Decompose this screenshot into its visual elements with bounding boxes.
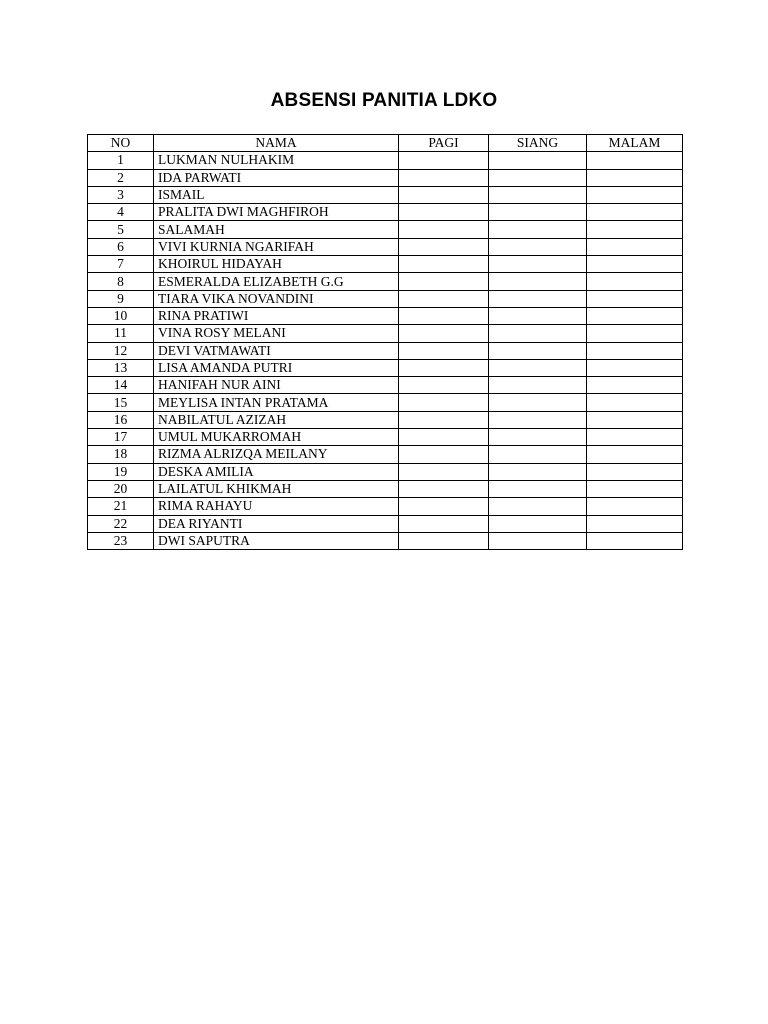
cell-no: 1 xyxy=(88,152,154,169)
cell-pagi xyxy=(399,394,489,411)
cell-malam xyxy=(587,204,683,221)
cell-siang xyxy=(489,515,587,532)
table-row xyxy=(88,377,683,394)
cell-no: 17 xyxy=(88,429,154,446)
cell-nama: DEA RIYANTI xyxy=(154,515,399,532)
header-nama: NAMA xyxy=(154,135,399,152)
cell-siang xyxy=(489,238,587,255)
cell-malam xyxy=(587,307,683,324)
table-row xyxy=(88,290,683,307)
cell-nama: VIVI KURNIA NGARIFAH xyxy=(154,238,399,255)
cell-malam xyxy=(587,238,683,255)
cell-nama: PRALITA DWI MAGHFIROH xyxy=(154,204,399,221)
table-header-row xyxy=(88,135,683,152)
cell-pagi xyxy=(399,411,489,428)
cell-malam xyxy=(587,429,683,446)
cell-malam xyxy=(587,186,683,203)
cell-no: 3 xyxy=(88,186,154,203)
cell-pagi xyxy=(399,204,489,221)
cell-no: 14 xyxy=(88,377,154,394)
cell-nama: ESMERALDA ELIZABETH G.G xyxy=(154,273,399,290)
cell-siang xyxy=(489,429,587,446)
cell-no: 16 xyxy=(88,411,154,428)
table-body xyxy=(88,152,683,550)
table-row xyxy=(88,186,683,203)
table-row xyxy=(88,307,683,324)
cell-no: 20 xyxy=(88,480,154,497)
cell-nama: LAILATUL KHIKMAH xyxy=(154,480,399,497)
cell-nama: ISMAIL xyxy=(154,186,399,203)
cell-siang xyxy=(489,498,587,515)
cell-nama: RINA PRATIWI xyxy=(154,307,399,324)
cell-pagi xyxy=(399,221,489,238)
cell-siang xyxy=(489,359,587,376)
cell-nama: RIMA RAHAYU xyxy=(154,498,399,515)
cell-nama: MEYLISA INTAN PRATAMA xyxy=(154,394,399,411)
table-row xyxy=(88,169,683,186)
cell-nama: UMUL MUKARROMAH xyxy=(154,429,399,446)
cell-no: 12 xyxy=(88,342,154,359)
cell-malam xyxy=(587,325,683,342)
header-no: NO xyxy=(88,135,154,152)
table-row xyxy=(88,273,683,290)
cell-malam xyxy=(587,342,683,359)
cell-siang xyxy=(489,273,587,290)
cell-nama: VINA ROSY MELANI xyxy=(154,325,399,342)
cell-no: 18 xyxy=(88,446,154,463)
cell-malam xyxy=(587,256,683,273)
cell-nama: LUKMAN NULHAKIM xyxy=(154,152,399,169)
cell-no: 15 xyxy=(88,394,154,411)
cell-malam xyxy=(587,463,683,480)
cell-siang xyxy=(489,394,587,411)
cell-nama: LISA AMANDA PUTRI xyxy=(154,359,399,376)
cell-no: 11 xyxy=(88,325,154,342)
cell-pagi xyxy=(399,377,489,394)
cell-pagi xyxy=(399,273,489,290)
cell-siang xyxy=(489,342,587,359)
cell-pagi xyxy=(399,169,489,186)
cell-no: 4 xyxy=(88,204,154,221)
cell-malam xyxy=(587,169,683,186)
cell-no: 8 xyxy=(88,273,154,290)
cell-siang xyxy=(489,411,587,428)
cell-malam xyxy=(587,273,683,290)
cell-siang xyxy=(489,204,587,221)
cell-malam xyxy=(587,446,683,463)
cell-siang xyxy=(489,307,587,324)
cell-no: 5 xyxy=(88,221,154,238)
cell-pagi xyxy=(399,152,489,169)
cell-malam xyxy=(587,532,683,549)
cell-siang xyxy=(489,532,587,549)
table-row xyxy=(88,359,683,376)
table-row xyxy=(88,446,683,463)
table-row xyxy=(88,238,683,255)
cell-siang xyxy=(489,446,587,463)
cell-malam xyxy=(587,152,683,169)
header-pagi: PAGI xyxy=(399,135,489,152)
cell-siang xyxy=(489,152,587,169)
cell-malam xyxy=(587,394,683,411)
cell-pagi xyxy=(399,532,489,549)
cell-nama: DEVI VATMAWATI xyxy=(154,342,399,359)
cell-no: 13 xyxy=(88,359,154,376)
cell-malam xyxy=(587,515,683,532)
cell-pagi xyxy=(399,498,489,515)
table-row xyxy=(88,325,683,342)
table-row xyxy=(88,429,683,446)
cell-pagi xyxy=(399,238,489,255)
cell-no: 6 xyxy=(88,238,154,255)
table-row xyxy=(88,256,683,273)
cell-malam xyxy=(587,221,683,238)
cell-pagi xyxy=(399,256,489,273)
cell-malam xyxy=(587,377,683,394)
cell-siang xyxy=(489,325,587,342)
cell-siang xyxy=(489,256,587,273)
table-row xyxy=(88,480,683,497)
cell-no: 7 xyxy=(88,256,154,273)
cell-malam xyxy=(587,498,683,515)
cell-nama: NABILATUL AZIZAH xyxy=(154,411,399,428)
cell-nama: IDA PARWATI xyxy=(154,169,399,186)
cell-pagi xyxy=(399,290,489,307)
cell-siang xyxy=(489,221,587,238)
cell-siang xyxy=(489,290,587,307)
attendance-table xyxy=(87,134,683,550)
cell-pagi xyxy=(399,342,489,359)
page-title: ABSENSI PANITIA LDKO xyxy=(270,90,498,111)
cell-pagi xyxy=(399,359,489,376)
cell-malam xyxy=(587,411,683,428)
table-row xyxy=(88,394,683,411)
header-siang: SIANG xyxy=(489,135,587,152)
cell-nama: SALAMAH xyxy=(154,221,399,238)
cell-malam xyxy=(587,480,683,497)
cell-siang xyxy=(489,377,587,394)
table-row xyxy=(88,342,683,359)
cell-siang xyxy=(489,186,587,203)
cell-no: 22 xyxy=(88,515,154,532)
cell-nama: HANIFAH NUR AINI xyxy=(154,377,399,394)
cell-pagi xyxy=(399,463,489,480)
cell-no: 23 xyxy=(88,532,154,549)
table-row xyxy=(88,411,683,428)
cell-malam xyxy=(587,359,683,376)
cell-no: 21 xyxy=(88,498,154,515)
cell-pagi xyxy=(399,515,489,532)
table-row xyxy=(88,515,683,532)
cell-pagi xyxy=(399,429,489,446)
table-row xyxy=(88,532,683,549)
cell-pagi xyxy=(399,446,489,463)
cell-pagi xyxy=(399,307,489,324)
cell-siang xyxy=(489,169,587,186)
cell-pagi xyxy=(399,325,489,342)
cell-siang xyxy=(489,480,587,497)
cell-siang xyxy=(489,463,587,480)
table-row xyxy=(88,204,683,221)
cell-nama: DWI SAPUTRA xyxy=(154,532,399,549)
cell-nama: RIZMA ALRIZQA MEILANY xyxy=(154,446,399,463)
table-row xyxy=(88,498,683,515)
header-malam: MALAM xyxy=(587,135,683,152)
cell-pagi xyxy=(399,186,489,203)
cell-pagi xyxy=(399,480,489,497)
cell-no: 9 xyxy=(88,290,154,307)
table-row xyxy=(88,152,683,169)
cell-nama: KHOIRUL HIDAYAH xyxy=(154,256,399,273)
cell-malam xyxy=(587,290,683,307)
cell-nama: DESKA AMILIA xyxy=(154,463,399,480)
cell-no: 19 xyxy=(88,463,154,480)
cell-no: 10 xyxy=(88,307,154,324)
cell-no: 2 xyxy=(88,169,154,186)
table-row xyxy=(88,463,683,480)
cell-nama: TIARA VIKA NOVANDINI xyxy=(154,290,399,307)
table-row xyxy=(88,221,683,238)
